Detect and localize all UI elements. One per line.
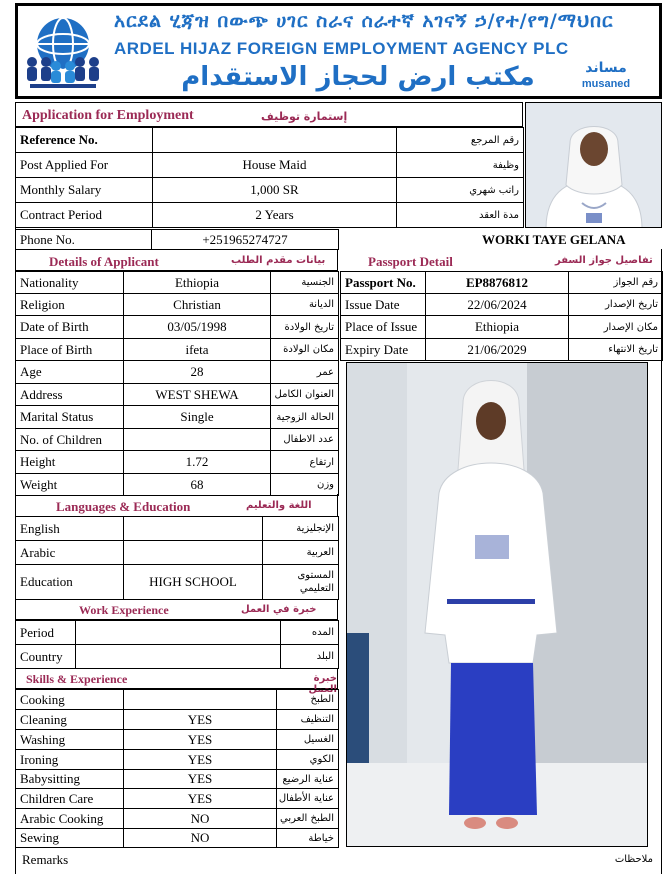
left-frame-line (15, 102, 16, 874)
skills-table (15, 689, 339, 848)
children-label-ar: عدد الاطفال (271, 429, 339, 451)
issue-place-label: Place of Issue (341, 316, 426, 339)
languages-title-bar (15, 494, 338, 516)
arabic-cooking-label: Arabic Cooking (16, 809, 124, 829)
address-value: WEST SHEWA (124, 384, 271, 406)
right-frame-line (661, 249, 662, 849)
cooking-label: Cooking (16, 690, 124, 710)
header-arabic: مكتب ارض لحجاز الاستقدام (181, 62, 535, 92)
work-table (15, 620, 339, 669)
expiry-value: 21/06/2029 (426, 339, 569, 361)
table-row (16, 316, 339, 339)
table-row (16, 829, 339, 848)
english-label: English (16, 517, 124, 541)
cleaning-label: Cleaning (16, 710, 124, 730)
washing-value: YES (124, 730, 277, 750)
application-title-bar (15, 102, 523, 127)
nationality-label-ar: الجنسية (271, 272, 339, 294)
passport-no-value: EP8876812 (426, 272, 569, 294)
table-row (16, 361, 339, 384)
period-label-ar: المده (281, 621, 339, 645)
work-title-en: Work Experience (79, 603, 169, 617)
table-row (16, 770, 339, 789)
agency-logo (22, 10, 104, 92)
details-title-bar (15, 249, 338, 271)
pob-label: Place of Birth (16, 339, 124, 361)
passport-title-ar: تفاصيل جواز السفر (555, 255, 653, 266)
full-length-photo (346, 362, 648, 847)
country-label: Country (16, 645, 76, 669)
portrait-photo (525, 102, 662, 228)
passport-title-en: Passport Detail (368, 254, 453, 269)
cooking-value (124, 690, 277, 710)
table-row (16, 730, 339, 750)
cooking-label-ar: الطبخ (277, 690, 339, 710)
country-label-ar: البلد (281, 645, 339, 669)
education-value: HIGH SCHOOL (124, 565, 263, 600)
education-label: Education (16, 565, 124, 600)
weight-label: Weight (16, 474, 124, 496)
passport-no-label-ar: رقم الجواز (569, 272, 663, 294)
expiry-label: Expiry Date (341, 339, 426, 361)
post-label: Post Applied For (16, 153, 153, 178)
table-row (16, 339, 339, 361)
header-amharic: አርደል ሂጃዝ በውጭ ሀገር ስራና ሰራተኛ አገናኝ ኃ/የተ/የግ/ማህበር (114, 12, 614, 31)
reference-label-ar: رقم المرجع (397, 128, 524, 153)
remarks-label-ar: ملاحظات (614, 854, 653, 865)
ironing-value: YES (124, 750, 277, 770)
education-label-ar: المستوى التعليمي (263, 565, 339, 600)
salary-value: 1,000 SR (153, 178, 397, 203)
skills-title-en: Skills & Experience (26, 672, 128, 686)
religion-value: Christian (124, 294, 271, 316)
details-table (15, 271, 339, 496)
nationality-value: Ethiopia (124, 272, 271, 294)
religion-label-ar: الديانة (271, 294, 339, 316)
english-value (124, 517, 263, 541)
phone-table (15, 229, 339, 250)
issue-date-value: 22/06/2024 (426, 294, 569, 316)
children-care-value: YES (124, 789, 277, 809)
phone-label: Phone No. (16, 230, 152, 250)
remarks-label: Remarks (22, 852, 69, 867)
cleaning-value: YES (124, 710, 277, 730)
skills-title-ar: خبرة العمل (308, 673, 337, 695)
table-row (16, 429, 339, 451)
arabic-cooking-value: NO (124, 809, 277, 829)
nationality-label: Nationality (16, 272, 124, 294)
table-row (16, 789, 339, 809)
expiry-label-ar: تاريخ الانتهاء (569, 339, 663, 361)
issue-place-label-ar: مكان الإصدار (569, 316, 663, 339)
babysitting-label-ar: عناية الرضيع (277, 770, 339, 789)
header-english: ARDEL HIJAZ FOREIGN EMPLOYMENT AGENCY PLC (114, 40, 569, 57)
issue-place-value: Ethiopia (426, 316, 569, 339)
sewing-label-ar: خياطة (277, 829, 339, 848)
table-row (16, 517, 339, 541)
washing-label: Washing (16, 730, 124, 750)
religion-label: Religion (16, 294, 124, 316)
languages-table (15, 516, 339, 600)
table-row (341, 339, 663, 361)
details-title-en: Details of Applicant (49, 254, 159, 269)
table-row (16, 541, 339, 565)
period-label: Period (16, 621, 76, 645)
arabic-label: Arabic (16, 541, 124, 565)
musaned-logo (571, 61, 651, 95)
table-row (16, 406, 339, 429)
remarks-row (15, 848, 662, 874)
work-title-ar: خبرة في العمل (241, 604, 317, 615)
table-row (16, 690, 339, 710)
weight-label-ar: وزن (271, 474, 339, 496)
sewing-value: NO (124, 829, 277, 848)
musaned-arabic: مساند (585, 61, 627, 75)
table-row (341, 272, 663, 294)
table-row (341, 294, 663, 316)
arabic-label-ar: العربية (263, 541, 339, 565)
table-row (16, 153, 524, 178)
contract-value: 2 Years (153, 203, 397, 228)
marital-label: Marital Status (16, 406, 124, 429)
height-label: Height (16, 451, 124, 474)
address-label: Address (16, 384, 124, 406)
table-row (16, 294, 339, 316)
passport-title-bar (340, 249, 662, 271)
table-row (16, 710, 339, 730)
marital-value: Single (124, 406, 271, 429)
dob-label: Date of Birth (16, 316, 124, 339)
age-value: 28 (124, 361, 271, 384)
children-care-label: Children Care (16, 789, 124, 809)
sewing-label: Sewing (16, 829, 124, 848)
table-row (16, 178, 524, 203)
period-value (76, 621, 281, 645)
languages-title-en: Languages & Education (56, 499, 191, 514)
application-table (15, 127, 524, 228)
ironing-label: Ironing (16, 750, 124, 770)
weight-value: 68 (124, 474, 271, 496)
issue-date-label-ar: تاريخ الإصدار (569, 294, 663, 316)
dob-label-ar: تاريخ الولادة (271, 316, 339, 339)
height-label-ar: ارتفاع (271, 451, 339, 474)
address-label-ar: العنوان الكامل (271, 384, 339, 406)
table-row (16, 474, 339, 496)
details-title-ar: بيانات مقدم الطلب (231, 255, 326, 266)
age-label-ar: عمر (271, 361, 339, 384)
salary-label-ar: راتب شهري (397, 178, 524, 203)
table-row (16, 128, 524, 153)
reference-label: Reference No. (16, 128, 153, 153)
languages-title-ar: اللغة والتعليم (246, 500, 312, 511)
table-row (16, 384, 339, 406)
table-row (16, 645, 339, 669)
post-value: House Maid (153, 153, 397, 178)
application-title-en: Application for Employment (22, 108, 194, 123)
dob-value: 03/05/1998 (124, 316, 271, 339)
english-label-ar: الإنجليزية (263, 517, 339, 541)
passport-table (340, 271, 663, 361)
arabic-cooking-label-ar: الطبخ العربي (277, 809, 339, 829)
cleaning-label-ar: التنظيف (277, 710, 339, 730)
applicant-name: WORKI TAYE GELANA (482, 233, 626, 246)
age-label: Age (16, 361, 124, 384)
table-row (16, 565, 339, 600)
pob-value: ifeta (124, 339, 271, 361)
table-row (16, 809, 339, 829)
skills-title-bar (15, 668, 338, 695)
salary-label: Monthly Salary (16, 178, 153, 203)
table-row (16, 203, 524, 228)
washing-label-ar: الغسيل (277, 730, 339, 750)
ironing-label-ar: الكوي (277, 750, 339, 770)
issue-date-label: Issue Date (341, 294, 426, 316)
table-row (16, 230, 339, 250)
contract-label-ar: مدة العقد (397, 203, 524, 228)
reference-value (153, 128, 397, 153)
table-row (16, 750, 339, 770)
marital-label-ar: الحالة الزوجية (271, 406, 339, 429)
table-row (16, 272, 339, 294)
children-value (124, 429, 271, 451)
phone-value: +251965274727 (152, 230, 339, 250)
children-care-label-ar: عناية الأطفال (277, 789, 339, 809)
header-banner (15, 3, 662, 99)
work-title-bar (15, 599, 338, 620)
pob-label-ar: مكان الولادة (271, 339, 339, 361)
babysitting-value: YES (124, 770, 277, 789)
babysitting-label: Babysitting (16, 770, 124, 789)
children-label: No. of Children (16, 429, 124, 451)
height-value: 1.72 (124, 451, 271, 474)
post-label-ar: وظيفة (397, 153, 524, 178)
table-row (16, 621, 339, 645)
country-value (76, 645, 281, 669)
table-row (341, 316, 663, 339)
contract-label: Contract Period (16, 203, 153, 228)
table-row (16, 451, 339, 474)
musaned-english: musaned (581, 79, 631, 90)
arabic-value (124, 541, 263, 565)
passport-no-label: Passport No. (341, 272, 426, 294)
application-title-ar: إستمارة توظيف (261, 110, 348, 123)
